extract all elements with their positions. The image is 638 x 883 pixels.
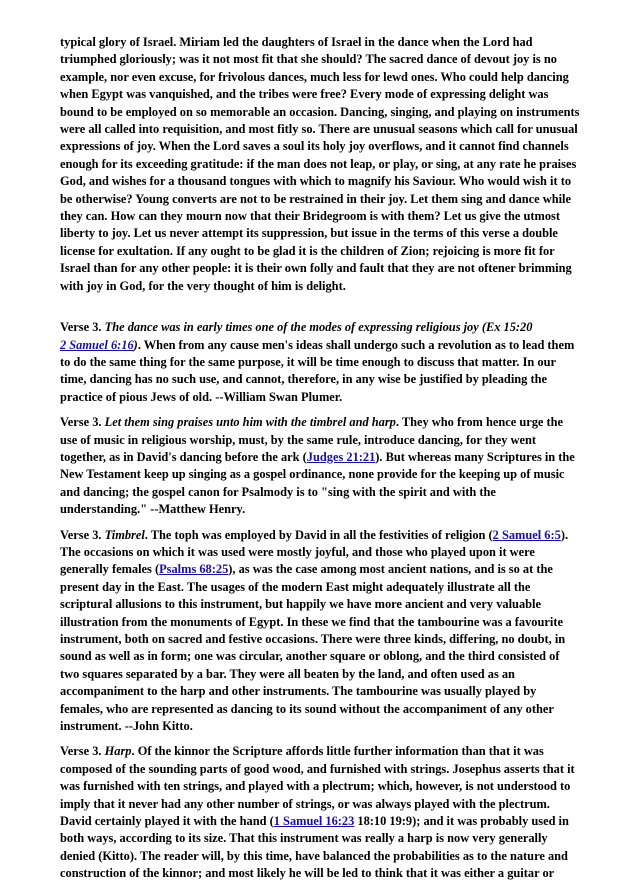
note-body: . The toph was employed by David in all the festivities of religion (: [144, 527, 493, 542]
commentary-paragraph: [60, 34, 580, 295]
verse-quote: Harp: [104, 744, 132, 759]
note-body: ). But whereas many Scriptures in the New Testament keep up singing as a gospel ordinance, none provide for the keeping up of music and dancing; the gospel canon for Psalmody is to "sing with the spirit and with the understanding." --Matthew Henry.: [60, 449, 575, 517]
note-body: ), as was the case among most ancient nations, and is so at the present day in the East. The usages of the modern East might adequately illustrate all the scriptural allusions to this instrument, but happily we have more ancient and very valuable illustration from the monuments of Egypt. In these we find that the tambourine was a favourite instrument, both on sacred and festive occasions. There were three kinds, differing, no doubt, in sound as well as in form; one was circular, another square or oblong, and the third consisted of two squares separated by a bar. They were all beaten by the land, and often used as an accompaniment to the harp and other instruments. The tambourine was usually played by females, who are represented as dancing to its sound without the accompaniment of any other instrument. --John Kitto.: [60, 562, 566, 734]
verse-3-note-harp: [60, 743, 580, 882]
quote-text: The dance was in early times one of the modes of expressing religious joy (Ex 15:20: [104, 320, 533, 335]
scripture-link[interactable]: 1 Samuel 16:23: [273, 814, 355, 829]
verse-label: Verse 3.: [60, 744, 102, 759]
note-body: 18:10 19:9); and it was probably used in both ways, according to its size. That this instrument was really a harp is now very generally denied (Kitto). The reader will, by this time, have balanced the probabilities as to the nature and construction of the kinnor; and most likely he will be led to think that it was either a guitar or: [60, 814, 569, 881]
scripture-link[interactable]: Psalms 68:25: [159, 562, 229, 577]
verse-label: Verse 3.: [60, 415, 102, 430]
note-body: . When from any cause men's ideas shall undergo such a revolution as to lead them to do the same thing for the same purpose, it will be time enough to discuss that matter. In our time, dancing has no such use, and cannot, therefore, in any wise be justified by pleading the practice of pious Jews of old. --William Swan Plumer.: [60, 337, 575, 404]
verse-3-note-dance: [60, 319, 580, 406]
verse-label: Verse 3.: [60, 320, 102, 335]
verse-3-note-timbrel: [60, 527, 580, 736]
scripture-link[interactable]: Judges 21:21: [306, 449, 376, 464]
paragraph-text: typical glory of Israel. Miriam led the daughters of Israel in the dance when the Lord had triumphed gloriously; was it not most fit that she should? The sacred dance of devout joy is no example, nor even excuse, for frivolous dances, much less for lewd ones. Who could help dancing when Egypt was vanquished, and the tribes were free? Every mode of expressing delight was bound to be employed on so memorable an occasion. Dancing, singing, and playing on instruments were all called into requisition, and most fitly so. There are unusual seasons which call for unusual expressions of joy. When the Lord saves a soul its holy joy overflows, and it cannot find channels enough for its exceeding gratitude: if the man does not leap, or play, or sing, at any rate he praises God, and wishes for a thousand tongues with which to magnify his Saviour. Who would wish it to be otherwise? Young converts are not to be restrained in their joy. Let them sing and dance while they can. How can they mourn now that their Bridegroom is with them? Let us give the utmost liberty to joy. Let us never attempt its suppression, but issue in the terms of this verse a double license for exultation. If any ought to be glad it is the children of Zion; rejoicing is more fit for Israel than for any other people: it is their own folly and fault that they are not oftener brimming with joy in God, for the very thought of him is delight.: [60, 35, 580, 293]
scripture-link[interactable]: 2 Samuel 6:5: [492, 527, 561, 542]
verse-label: Verse 3.: [60, 527, 102, 542]
verse-3-note-timbrel-harp: [60, 414, 580, 518]
scripture-link[interactable]: 2 Samuel 6:16: [60, 337, 134, 352]
note-body: . Of the kinnor the Scripture affords little further information than that it was composed of the sounding parts of good wood, and furnished with strings. Josephus asserts that it was furnished with ten strings, and played with a plectrum; which, however, is not understood to imply that it never had any other number of strings, or was always played with the plectrum. David certainly played it with the hand (: [60, 744, 575, 829]
quote-close: ): [133, 337, 138, 352]
note-body: . They who from hence urge the use of music in religious worship, must, by the same rule, introduce dancing, for they went together, as in David's dancing before the ark (: [60, 415, 564, 464]
note-body: ). The occasions on which it was used were mostly joyful, and those who played upon it were generally females (: [60, 527, 569, 577]
verse-quote: Timbrel: [104, 527, 145, 542]
verse-quote: Let them sing praises unto him with the timbrel and harp: [104, 415, 396, 430]
